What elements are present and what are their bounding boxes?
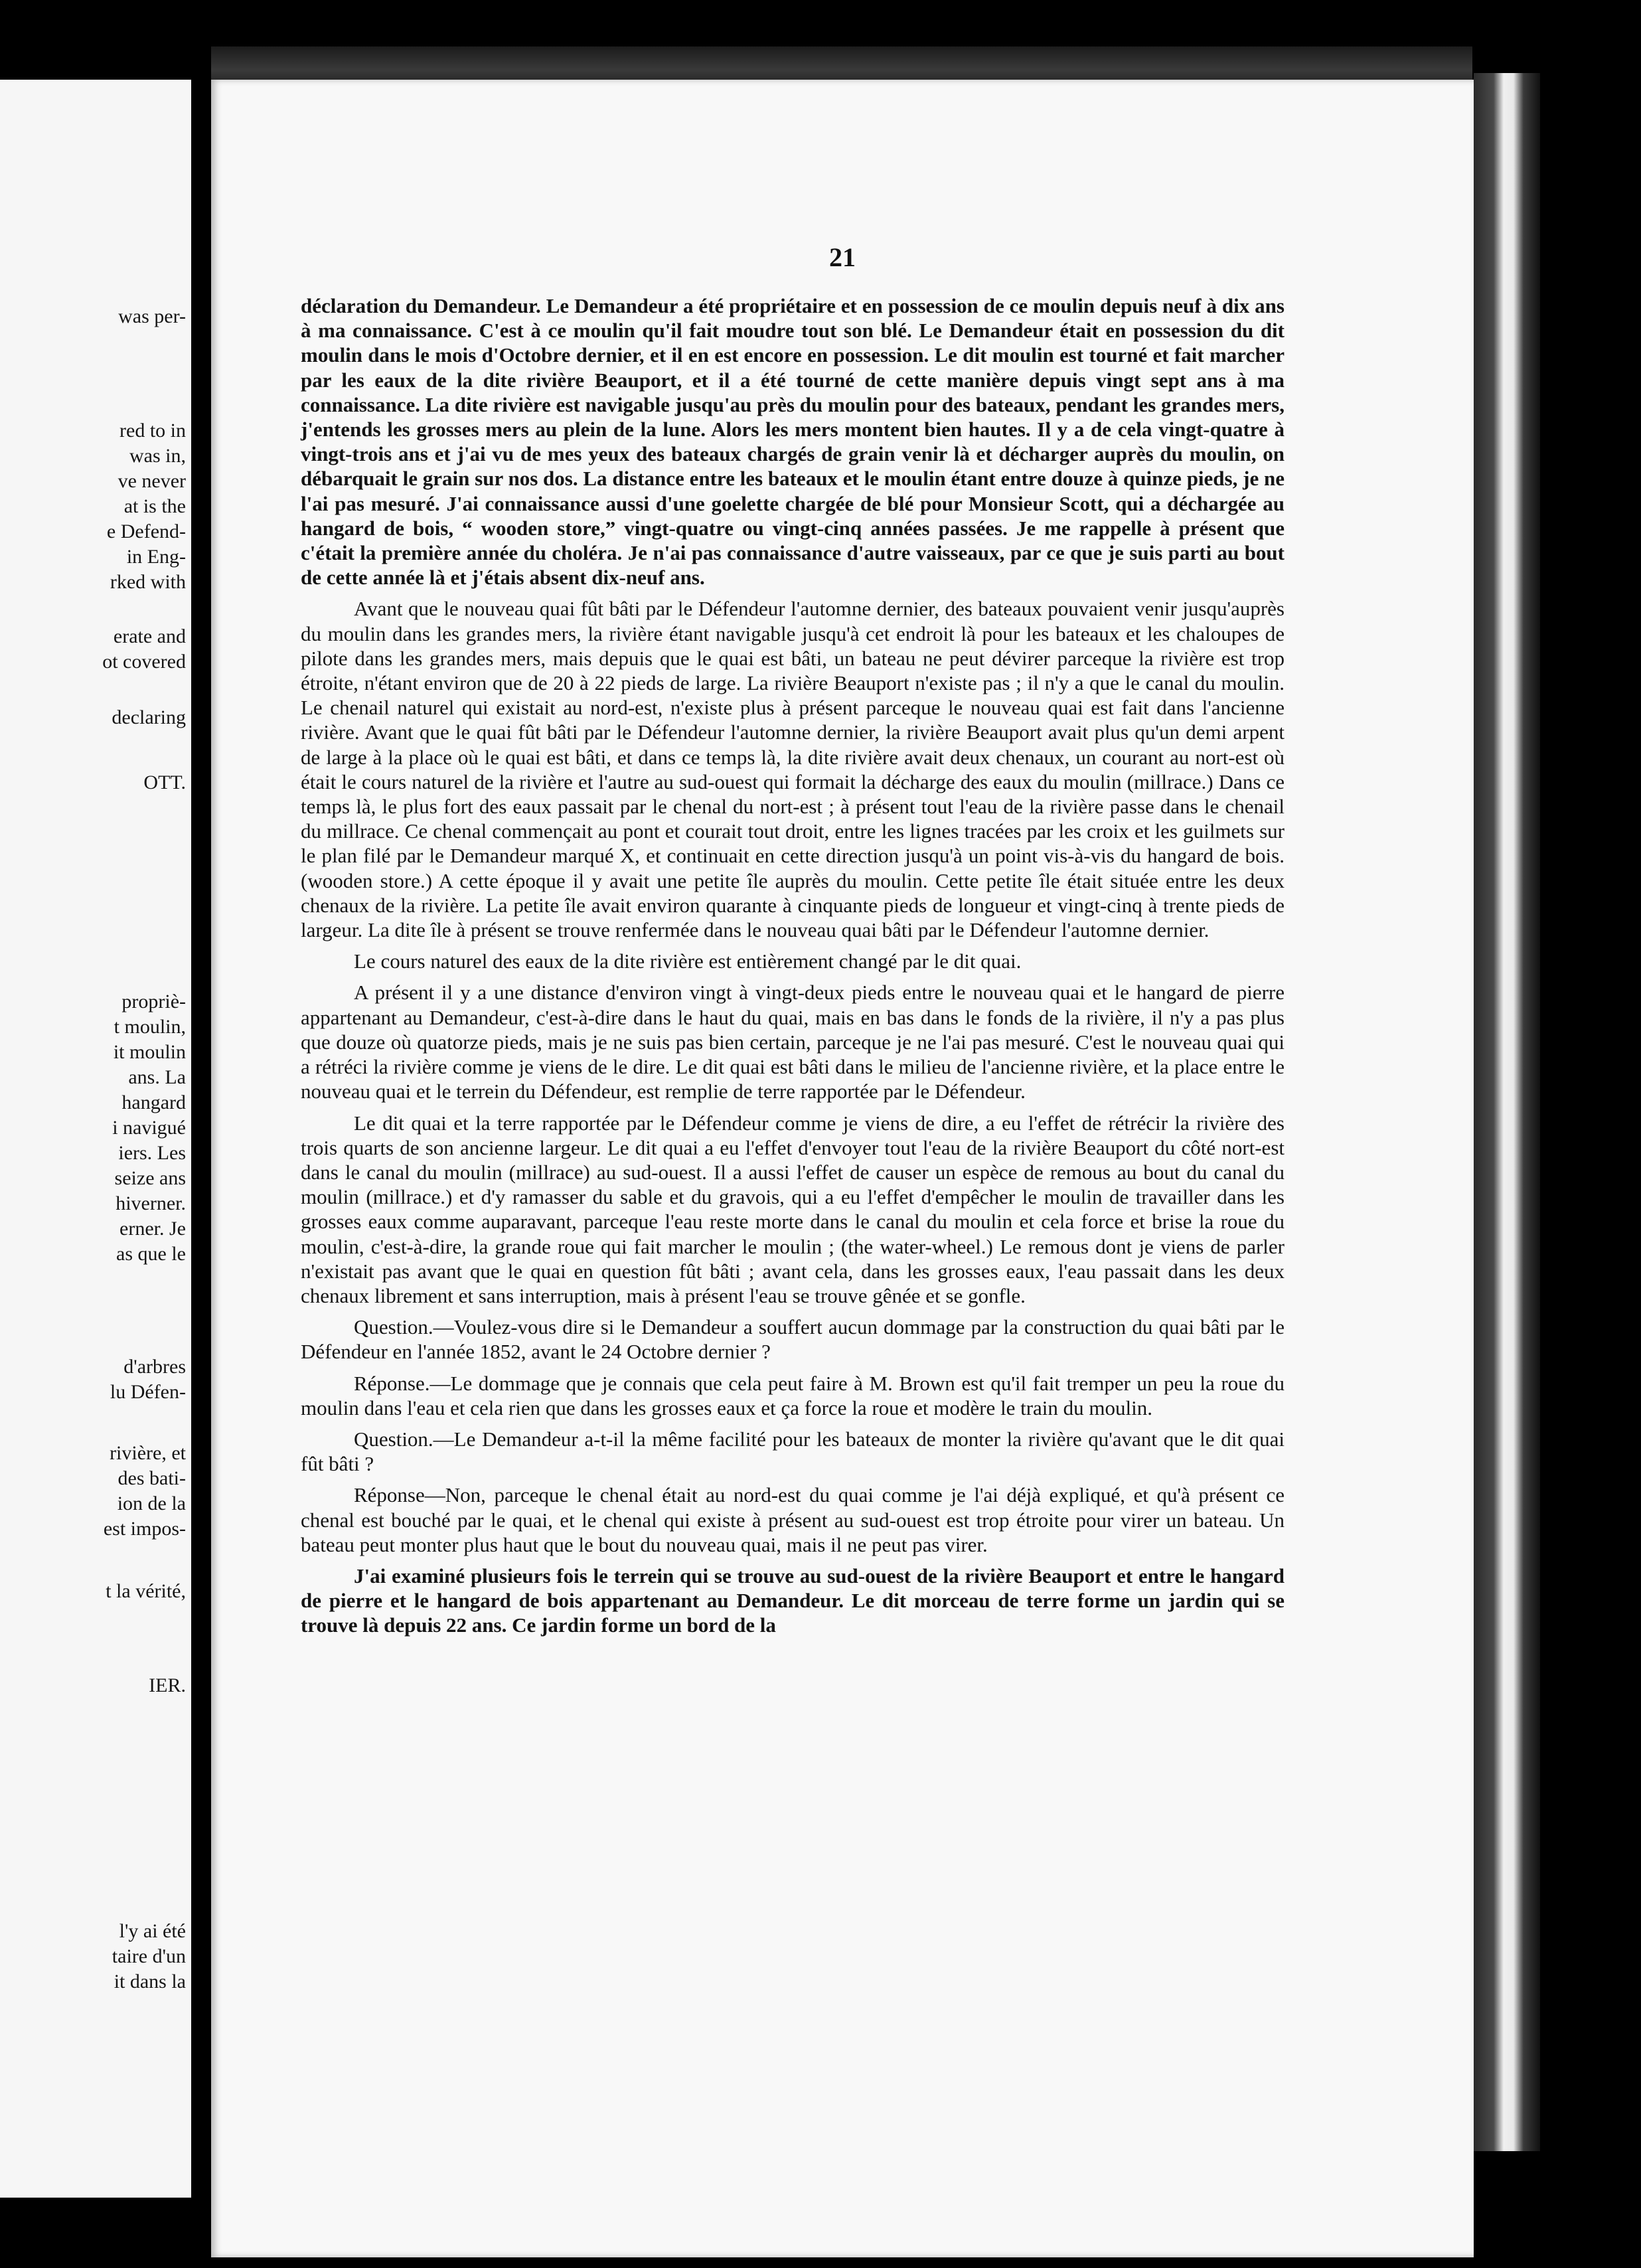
- left-line: hiverner.: [116, 1192, 186, 1214]
- document-page: [211, 80, 1474, 2257]
- left-line: seize ans: [114, 1167, 186, 1189]
- left-line: d'arbres: [123, 1356, 186, 1378]
- left-line: est impos-: [103, 1518, 186, 1540]
- left-line: it dans la: [114, 1971, 186, 1992]
- left-line: in Eng-: [126, 546, 186, 568]
- left-line: ans. La: [128, 1066, 186, 1088]
- page-stack-edges: [1474, 73, 1540, 2151]
- left-line: i navigué: [112, 1117, 186, 1139]
- left-line: hangard: [121, 1092, 186, 1113]
- paragraph: Le cours naturel des eaux de la dite rivière est entièrement changé par le dit quai.: [354, 949, 1022, 973]
- left-line: propriè-: [121, 991, 186, 1012]
- left-line: as que le: [116, 1243, 186, 1265]
- answer-paragraph: Réponse.—Le dommage que je connais que cela peut faire à M. Brown est qu'il fait tremper un peu la roue du moulin dans l'eau et cela rien que dans les grosses eaux et ça force la roue et modère le train du moulin.: [301, 1371, 1285, 1419]
- left-line: was in,: [129, 445, 186, 467]
- left-line: was per-: [118, 305, 186, 327]
- paragraph: Avant que le nouveau quai fût bâti par le Défendeur l'automne dernier, des bateaux pouvaient venir jusqu'auprès du moulin dans les grandes mers, la rivière étant navigable jusqu'à cet endroit là pour les bateaux et les chaloupes de pilote dans les grandes mers, mais depuis que le quai est bâti, un bateau ne peut dévirer parceque la rivière est trop étroite, n'étant environ que de 20 à 22 pieds de large. La rivière Beauport n'existe pas ; il n'y a que le canal du moulin. Le chenail naturel qui existait au nord-est, n'existe plus à présent parceque le nouveau quai est fait dans l'ancienne rivière. Avant que le quai fût bâti par le Défendeur l'automne dernier, la rivière Beauport avait plus qu'un demi arpent de large à la place où le quai est bâti, et dans ce temps là, la dite rivière avait deux chenaux, un courant au nort-est où était le cours naturel de la rivière et l'autre au sud-ouest qui formait la décharge des eaux du moulin (millrace.) Dans ce temps là, le plus fort des eaux passait par le chenal du nort-est ; à présent tout l'eau de la rivière passe dans le chenail du millrace. Ce chenal commençait au pont et courait tout droit, entre les lignes tracées par les croix et les guilmets sur le plan filé par le Demandeur marqué X, et continuait en cette direction jusqu'à un point vis-à-vis du hangard de bois. (wooden store.) A cette époque il y avait une petite île auprès du moulin. Cette petite île était située entre les deux chenaux de la rivière. La petite île avait environ quarante à cinquante pieds de longueur et vingt-cinq à trente pieds de largeur. La dite île à présent se trouve renfermée dans le nouveau quai bâti par le Défendeur l'automne dernier.: [301, 597, 1285, 942]
- left-line: t la vérité,: [106, 1580, 186, 1602]
- page-number: 21: [829, 242, 856, 272]
- left-line: ve never: [117, 470, 186, 492]
- left-line: ot covered: [102, 651, 186, 673]
- left-line: OTT.: [143, 771, 186, 793]
- left-line: at is the: [123, 495, 186, 517]
- left-line: l'y ai été: [119, 1920, 186, 1942]
- left-line: ion de la: [117, 1493, 186, 1514]
- left-line: iers. Les: [118, 1142, 186, 1164]
- left-line: taire d'un: [112, 1945, 186, 1967]
- left-line: IER.: [149, 1674, 186, 1696]
- left-line: rivière, et: [110, 1442, 186, 1464]
- left-line: erner. Je: [119, 1218, 186, 1240]
- left-line: red to in: [119, 420, 186, 442]
- left-line: e Defend-: [106, 521, 186, 542]
- left-line: declaring: [112, 706, 186, 728]
- left-line: it moulin: [113, 1041, 186, 1063]
- left-line: rked with: [110, 571, 186, 593]
- answer-paragraph: Réponse—Non, parceque le chenal était au nord-est du quai comme je l'ai déjà expliqué, et qu'à présent ce chenal est bouché par le quai, et le chenal qui existe à présent au sud-ouest est trop étroite pour virer un bateau. Un bateau peut monter plus haut que le bout du nouveau quai, mais il ne peut pas virer.: [301, 1483, 1285, 1556]
- body-text: [301, 293, 1285, 1645]
- left-line: lu Défen-: [110, 1381, 186, 1403]
- paragraph: Le dit quai et la terre rapportée par le Défendeur comme je viens de dire, a eu l'effet de rétrécir la rivière des trois quarts de son ancienne largeur. Le dit quai a eu l'effet d'envoyer tout l'eau de la rivière Beauport du côté nort-est dans le canal du moulin (millrace) au sud-ouest. Il a aussi l'effet de causer un espèce de remous au bout du canal du moulin (millrace.) et d'y ramasser du sable et du gravois, qui a eu l'effet d'empêcher le moulin de travailler dans les grosses eaux comme auparavant, parceque l'eau reste morte dans le canal du moulin et cela force et brise la roue du moulin, c'est-à-dire, la grande roue qui fait marcher le moulin ; (the water-wheel.) Le remous dont je viens de parler n'existait pas avant que le quai en question fût bâti ; avant cela, dans les grosses eaux, l'eau passait dans les deux chenaux librement et sans interruption, mais à présent l'eau se trouve gênée et se gonfle.: [301, 1111, 1285, 1307]
- paragraph: déclaration du Demandeur. Le Demandeur a été propriétaire et en possession de ce moulin depuis neuf à dix ans à ma connaissance. C'est à ce moulin qu'il fait moudre tout son blé. Le Demandeur était en possession du dit moulin dans le mois d'Octobre dernier, et il en est encore en possession. Le dit moulin est tourné et fait marcher par les eaux de la dite rivière Beauport, et il a été tourné de cette manière depuis vingt sept ans à ma connaissance. La dite rivière est navigable jusqu'au près du moulin pour des bateaux, pendant les grandes mers, j'entends les grosses mers au plein de la lune. Alors les mers montent bien hautes. Il y a de cela vingt-quatre à vingt-trois ans et j'ai vu de mes yeux des bateaux chargés de grain venir là et décharger auprès du moulin, on débarquait le grain sur nos dos. La distance entre les bateaux et le moulin étant entre douze à quinze pieds, je ne l'ai pas mesuré. J'ai connaissance aussi d'une goelette chargée de blé pour Monsieur Scott, qui a déchargée au hangard de bois, “ wooden store,” vingt-quatre ou vingt-cinq années passées. Je me rappelle à présent que c'était la première année du choléra. Je n'ai pas connaissance d'autre vaisseaux, par ce que je suis parti au bout de cette année là et j'étais absent dix-neuf ans.: [301, 294, 1285, 590]
- paragraph: A présent il y a une distance d'environ vingt à vingt-deux pieds entre le nouveau quai et le hangard de pierre appartenant au Demandeur, c'est-à-dire dans le haut du quai, mais en bas dans le fonds de la rivière, il n'y a pas plus que douze où quatorze pieds, mais je ne suis pas bien certain, parceque je ne l'ai pas mesuré. C'est le nouveau quai qui a rétréci la rivière comme je viens de le dire. Le dit quai est bâti dans le milieu de l'ancienne rivière, et la place entre le nouveau quai et le terrein du Défendeur, est remplie de terre rapportée par le Défendeur.: [301, 981, 1285, 1103]
- left-line: erate and: [113, 625, 186, 647]
- question-paragraph: Question.—Le Demandeur a-t-il la même facilité pour les bateaux de monter la rivière qu'avant que le dit quai fût bâti ?: [301, 1427, 1285, 1476]
- left-line: des bati-: [117, 1467, 186, 1489]
- paragraph: J'ai examiné plusieurs fois le terrein qui se trouve au sud-ouest de la rivière Beauport et entre le hangard de pierre et le hangard de bois appartenant au Demandeur. Le dit morceau de terre forme un jardin qui se trouve là depuis 22 ans. Ce jardin forme un bord de la: [301, 1564, 1285, 1637]
- previous-page-fragment: [0, 80, 191, 2198]
- question-paragraph: Question.—Voulez-vous dire si le Demandeur a souffert aucun dommage par la construction du quai bâti par le Défendeur en l'année 1852, avant le 24 Octobre dernier ?: [301, 1315, 1285, 1364]
- left-line: t moulin,: [114, 1016, 186, 1038]
